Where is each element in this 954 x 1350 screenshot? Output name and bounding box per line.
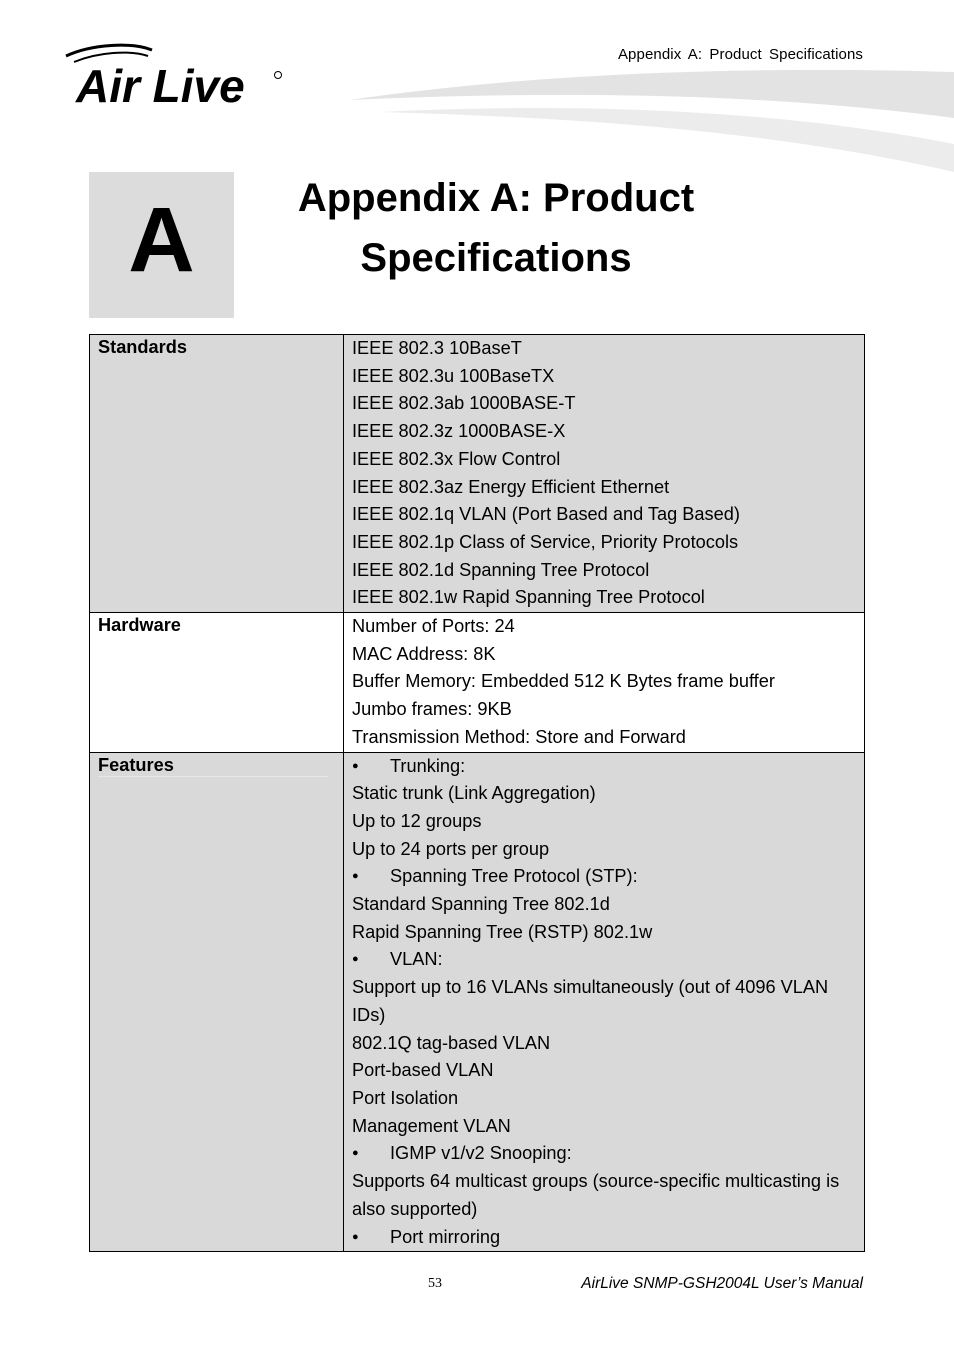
spec-line: IEEE 802.3z 1000BASE-X — [352, 421, 566, 442]
spec-line: IEEE 802.3 10BaseT — [352, 338, 522, 358]
spec-line: Standard Spanning Tree 802.1d — [352, 894, 610, 915]
bullet-text: VLAN: — [390, 949, 443, 970]
airlive-logo — [62, 42, 292, 112]
spec-row — [90, 613, 865, 753]
spec-line: IEEE 802.1d Spanning Tree Protocol — [352, 559, 650, 580]
bullet-text: IGMP v1/v2 Snooping: — [390, 1143, 572, 1164]
page-number: 53 — [428, 1276, 442, 1291]
specifications-table — [89, 334, 865, 1252]
spec-line: MAC Address: 8K — [352, 643, 496, 664]
spec-row — [90, 752, 865, 1252]
spec-label-cell — [90, 613, 344, 753]
spec-label: Hardware — [98, 615, 181, 636]
chapter-letter-box — [89, 172, 234, 318]
spec-label-cell — [90, 335, 344, 613]
spec-label: Standards — [98, 337, 187, 357]
spec-line: IEEE 802.3u 100BaseTX — [352, 365, 555, 386]
spec-line: Jumbo frames: 9KB — [352, 699, 512, 720]
spec-line: 802.1Q tag-based VLAN — [352, 1032, 551, 1053]
label-divider — [98, 776, 328, 777]
header-section-title: Appendix A: Product Specifications — [617, 46, 863, 63]
bullet-icon: ● — [352, 953, 359, 966]
spec-line: Up to 24 ports per group — [352, 838, 550, 859]
bullet-icon: ● — [352, 870, 359, 883]
bullet-item — [352, 753, 854, 781]
page-title — [240, 168, 752, 288]
bullet-item — [352, 863, 854, 891]
page-title-line-2: Specifications — [360, 236, 632, 280]
spec-label-cell — [90, 752, 344, 1252]
spec-line: Port-based VLAN — [352, 1060, 494, 1081]
spec-label: Features — [98, 754, 174, 775]
bullet-text: Trunking: — [390, 755, 466, 776]
bullet-text: Spanning Tree Protocol (STP): — [390, 866, 638, 887]
spec-line: Transmission Method: Store and Forward — [352, 726, 686, 747]
spec-line: Up to 12 groups — [352, 810, 482, 831]
spec-value-cell — [344, 752, 865, 1252]
spec-line: Buffer Memory: Embedded 512 K Bytes frame buffer — [352, 671, 775, 692]
chapter-letter: A — [128, 189, 195, 291]
bullet-icon: ● — [352, 1230, 359, 1243]
manual-title: AirLive SNMP-GSH2004L User’s Manual — [581, 1275, 863, 1292]
spec-line: IEEE 802.1q VLAN (Port Based and Tag Based) — [352, 504, 740, 525]
spec-line: IEEE 802.3ab 1000BASE-T — [352, 393, 576, 414]
spec-line: Number of Ports: 24 — [352, 616, 515, 637]
logo-wordmark: Air Live — [76, 60, 245, 112]
spec-line: IEEE 802.3x Flow Control — [352, 448, 561, 469]
spec-line: Management VLAN — [352, 1115, 511, 1136]
spec-value-cell — [344, 335, 865, 613]
spec-line: IEEE 802.3az Energy Efficient Ethernet — [352, 476, 670, 497]
bullet-text: Port mirroring — [390, 1226, 501, 1247]
bullet-icon: ● — [352, 1147, 359, 1160]
page-title-line-1: Appendix A: Product — [297, 176, 695, 220]
spec-line: Static trunk (Link Aggregation) — [352, 783, 596, 804]
spec-line: Port Isolation — [352, 1087, 459, 1108]
spec-row — [90, 335, 865, 613]
bullet-item — [352, 1140, 854, 1168]
spec-line: IEEE 802.1w Rapid Spanning Tree Protocol — [352, 587, 705, 608]
spec-value-cell — [344, 613, 865, 753]
spec-line: IEEE 802.1p Class of Service, Priority Protocols — [352, 531, 739, 552]
bullet-item — [352, 1224, 854, 1252]
bullet-item — [352, 946, 854, 974]
spec-line: Support up to 16 VLANs simultaneously (out of 4096 VLAN IDs) — [352, 977, 829, 1025]
spec-line: Supports 64 multicast groups (source-specific multicasting is also supported) — [352, 1171, 840, 1219]
bullet-icon: ● — [352, 759, 359, 772]
spec-line: Rapid Spanning Tree (RSTP) 802.1w — [352, 921, 653, 942]
